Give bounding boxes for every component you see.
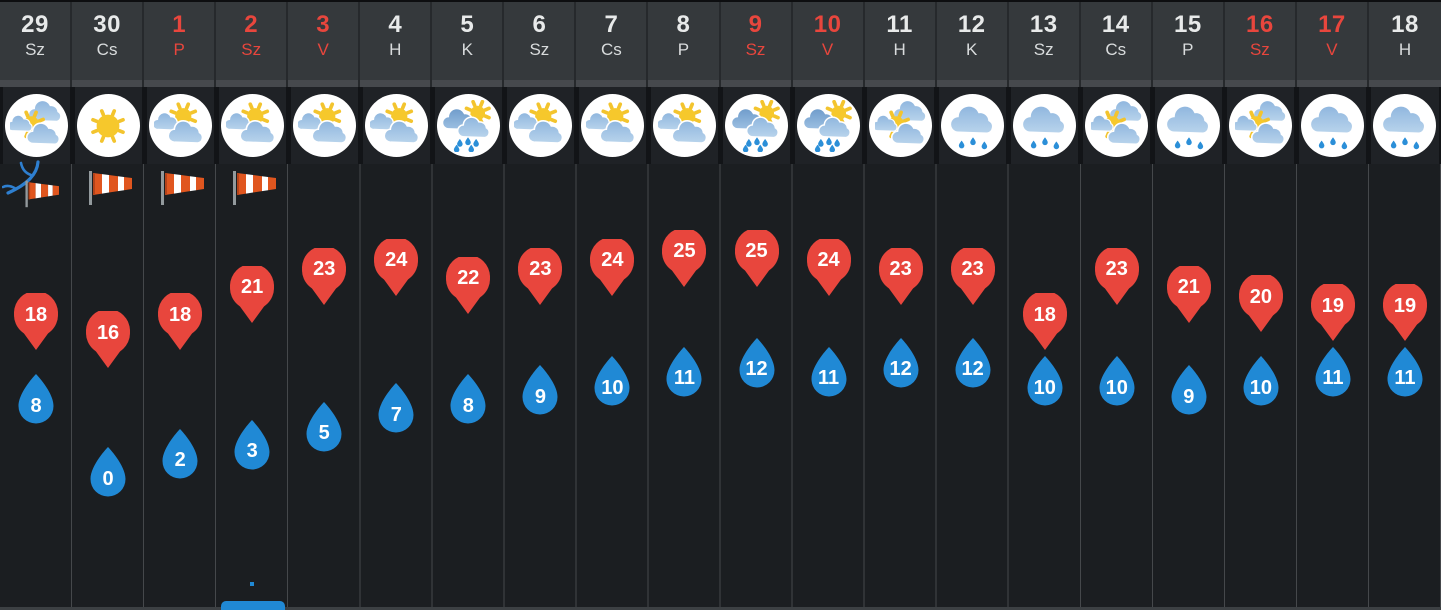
- min-temp-value: 7: [390, 403, 402, 426]
- header-strip: [1009, 80, 1079, 87]
- weather-icon-row: [0, 87, 1441, 164]
- max-temp-pin: [950, 248, 996, 306]
- min-temp-drop: [1023, 355, 1067, 407]
- max-temp-pin: [373, 239, 419, 297]
- min-temp-drop: [374, 382, 418, 434]
- day-abbrev: V: [1326, 40, 1338, 59]
- max-temp-pin: [13, 293, 59, 351]
- day-icon-cell-13[interactable]: [1011, 87, 1078, 164]
- day-abbrev: H: [1398, 40, 1412, 59]
- header-strip: [937, 80, 1007, 87]
- max-temp-pin: [1310, 284, 1356, 342]
- max-temp-pin: [229, 266, 275, 324]
- day-icon-cell-12[interactable]: [939, 87, 1006, 164]
- max-temp-value: 18: [1033, 303, 1056, 326]
- day-number: 18: [1391, 11, 1419, 38]
- day-icon-cell-4[interactable]: [363, 87, 430, 164]
- day-header-15[interactable]: [1153, 2, 1225, 87]
- cloud-rain-icon: [1301, 94, 1364, 157]
- day-icon-cell-8[interactable]: [651, 87, 718, 164]
- day-icon-cell-30[interactable]: [75, 87, 142, 164]
- min-temp-drop: [590, 355, 634, 407]
- day-number: 13: [1029, 11, 1058, 38]
- min-temp-drop: [86, 446, 130, 498]
- day-abbrev: P: [677, 40, 690, 59]
- day-header-row: [0, 2, 1441, 87]
- day-icon-cell-6[interactable]: [507, 87, 574, 164]
- max-temp-value: 23: [1105, 258, 1128, 281]
- max-temp-value: 19: [1321, 294, 1345, 317]
- header-strip: [576, 80, 646, 87]
- min-temp-drop: [735, 337, 779, 389]
- sun-cloud-icon: [221, 94, 284, 157]
- day-number: 12: [957, 11, 986, 38]
- max-temp-pin: [589, 239, 635, 297]
- max-temp-pin: [517, 248, 563, 306]
- day-header-7[interactable]: [576, 2, 648, 87]
- windsock-icon: [20, 176, 65, 215]
- max-temp-value: 18: [169, 303, 192, 326]
- day-icon-cell-17[interactable]: [1299, 87, 1366, 164]
- min-temp-drop: [807, 346, 851, 398]
- day-abbrev: Cs: [601, 40, 622, 59]
- header-strip: [0, 80, 70, 87]
- sun-cloud-icon: [365, 94, 428, 157]
- min-temp-drop: [1167, 364, 1211, 416]
- max-temp-value: 24: [385, 249, 408, 272]
- min-temp-drop: [879, 337, 923, 389]
- min-temp-value: 10: [1105, 376, 1128, 399]
- day-number: 15: [1173, 11, 1202, 38]
- day-header-4[interactable]: [360, 2, 432, 87]
- header-strip: [360, 80, 430, 87]
- min-temp-value: 11: [1322, 367, 1344, 390]
- day-abbrev: H: [389, 40, 402, 59]
- day-header-14[interactable]: [1081, 2, 1153, 87]
- day-icon-cell-7[interactable]: [579, 87, 646, 164]
- day-abbrev: Sz: [25, 40, 45, 59]
- cloud-rain-icon: [941, 94, 1004, 157]
- max-temp-pin: [806, 239, 852, 297]
- sun-cloud-rain-icon: [437, 94, 500, 157]
- cloud-rain-icon: [1373, 94, 1436, 157]
- day-abbrev: Sz: [1249, 40, 1270, 59]
- day-icon-cell-14[interactable]: [1083, 87, 1150, 164]
- header-strip: [1081, 80, 1151, 87]
- day-number: 2: [244, 11, 259, 38]
- day-number: 10: [813, 11, 842, 38]
- min-temp-value: 10: [1033, 376, 1056, 399]
- day-number: 17: [1318, 11, 1346, 38]
- header-strip: [793, 80, 863, 87]
- header-strip: [721, 80, 791, 87]
- min-temp-value: 11: [1394, 367, 1416, 390]
- min-temp-value: 10: [1249, 376, 1272, 399]
- max-temp-pin: [734, 230, 780, 288]
- day-icon-cell-16[interactable]: [1227, 87, 1294, 164]
- min-temp-value: 8: [30, 394, 42, 417]
- min-temp-drop: [951, 337, 995, 389]
- min-temp-drop: [302, 401, 346, 453]
- cloud-rain-icon: [1157, 94, 1220, 157]
- day-icon-cell-1[interactable]: [147, 87, 214, 164]
- sun-between-clouds-icon: [869, 94, 932, 157]
- header-strip: [1369, 80, 1441, 87]
- header-strip: [288, 80, 358, 87]
- header-strip: [1153, 80, 1223, 87]
- max-temp-pin: [1166, 266, 1212, 324]
- max-temp-value: 23: [529, 258, 552, 281]
- temperature-chart: [0, 164, 1441, 610]
- min-temp-value: 9: [534, 385, 546, 408]
- max-temp-value: 23: [313, 258, 336, 281]
- day-header-16[interactable]: [1225, 2, 1297, 87]
- day-abbrev: K: [965, 40, 978, 59]
- max-temp-value: 21: [241, 276, 264, 299]
- day-abbrev: P: [173, 40, 185, 59]
- day-header-2[interactable]: [216, 2, 288, 87]
- sun-cloud-rain-icon: [797, 94, 860, 157]
- header-strip: [72, 80, 142, 87]
- min-temp-value: 5: [318, 422, 330, 444]
- day-header-29[interactable]: [0, 2, 72, 87]
- day-header-9[interactable]: [721, 2, 793, 87]
- min-temp-value: 8: [462, 394, 474, 417]
- min-temp-drop: [518, 364, 562, 416]
- min-temp-drop: [158, 428, 202, 480]
- day-icon-cell-3[interactable]: [291, 87, 358, 164]
- day-abbrev: V: [317, 40, 329, 59]
- day-abbrev: P: [1182, 40, 1194, 59]
- day-number: 4: [388, 11, 403, 38]
- min-temp-value: 0: [102, 467, 114, 490]
- day-number: 9: [748, 11, 763, 38]
- max-temp-value: 23: [889, 258, 912, 281]
- header-strip: [216, 80, 286, 87]
- max-temp-pin: [661, 230, 707, 288]
- day-abbrev: Cs: [96, 40, 118, 59]
- day-abbrev: V: [821, 40, 834, 59]
- min-temp-value: 10: [601, 376, 624, 399]
- max-temp-pin: [1382, 284, 1428, 342]
- min-temp-drop: [446, 373, 490, 425]
- day-number: 8: [676, 11, 691, 38]
- day-icon-cell-10[interactable]: [795, 87, 862, 164]
- min-temp-value: 12: [745, 358, 768, 381]
- min-temp-drop: [14, 373, 58, 425]
- day-number: 29: [21, 11, 49, 38]
- day-icon-cell-2[interactable]: [219, 87, 286, 164]
- sun-cloud-icon: [581, 94, 644, 157]
- min-temp-drop: [1095, 355, 1139, 407]
- sun-cloud-icon: [509, 94, 572, 157]
- day-header-30[interactable]: [72, 2, 144, 87]
- day-abbrev: Sz: [1033, 40, 1054, 59]
- sun-icon: [77, 94, 140, 157]
- max-temp-value: 23: [961, 258, 984, 281]
- max-temp-value: 21: [1177, 276, 1200, 299]
- sun-cloud-icon: [149, 94, 212, 157]
- windsock-icon: [226, 165, 284, 214]
- min-temp-value: 9: [1183, 385, 1195, 408]
- windsock-icon: [82, 165, 140, 214]
- day-abbrev: K: [461, 40, 473, 59]
- min-temp-value: 11: [817, 367, 840, 390]
- day-abbrev: Sz: [529, 40, 550, 59]
- day-number: 3: [316, 11, 331, 38]
- header-strip: [865, 80, 935, 87]
- min-temp-value: 3: [246, 440, 258, 463]
- max-temp-value: 18: [24, 303, 48, 326]
- day-number: 16: [1246, 11, 1274, 38]
- day-number: 30: [93, 11, 121, 38]
- day-icon-cell-9[interactable]: [723, 87, 790, 164]
- min-temp-drop: [662, 346, 706, 398]
- day-abbrev: H: [893, 40, 906, 59]
- day-number: 5: [460, 11, 475, 38]
- selected-day-dot: [250, 582, 254, 586]
- max-temp-value: 20: [1249, 285, 1272, 308]
- day-icon-cell-5[interactable]: [435, 87, 502, 164]
- day-header-8[interactable]: [648, 2, 720, 87]
- min-temp-drop: [1383, 346, 1427, 398]
- day-header-1[interactable]: [144, 2, 216, 87]
- day-number: 6: [532, 11, 547, 38]
- max-temp-value: 25: [745, 240, 768, 262]
- day-header-12[interactable]: [937, 2, 1009, 87]
- header-strip: [648, 80, 718, 87]
- min-temp-drop: [1311, 346, 1355, 398]
- header-strip: [1225, 80, 1295, 87]
- max-temp-pin: [157, 293, 203, 351]
- sun-between-clouds-icon: [1229, 94, 1292, 157]
- day-icon-cell-18[interactable]: [1371, 87, 1438, 164]
- day-header-11[interactable]: [865, 2, 937, 87]
- max-temp-pin: [445, 257, 491, 315]
- day-number: 14: [1101, 11, 1130, 38]
- min-temp-value: 2: [174, 449, 186, 472]
- min-temp-drop: [230, 419, 274, 471]
- header-strip: [1297, 80, 1367, 87]
- day-header-5[interactable]: [432, 2, 504, 87]
- day-icon-cell-29[interactable]: [3, 87, 70, 164]
- max-temp-value: 16: [96, 321, 120, 344]
- max-temp-pin: [878, 248, 924, 306]
- sun-between-clouds-icon: [1085, 94, 1148, 157]
- max-temp-value: 24: [817, 249, 840, 272]
- max-temp-pin: [1022, 293, 1068, 351]
- max-temp-pin: [85, 311, 131, 369]
- max-temp-pin: [301, 248, 347, 306]
- day-number: 7: [604, 11, 619, 38]
- max-temp-pin: [1238, 275, 1284, 333]
- max-temp-value: 25: [673, 240, 696, 262]
- max-temp-value: 22: [457, 267, 480, 290]
- sun-cloud-rain-icon: [725, 94, 788, 157]
- day-header-10[interactable]: [793, 2, 865, 87]
- min-temp-value: 12: [961, 358, 984, 381]
- day-abbrev: Sz: [241, 40, 262, 59]
- day-abbrev: Cs: [1105, 40, 1127, 59]
- day-header-17[interactable]: [1297, 2, 1369, 87]
- min-temp-drop: [1239, 355, 1283, 407]
- header-strip: [144, 80, 214, 87]
- day-header-18[interactable]: [1369, 2, 1441, 87]
- max-temp-value: 19: [1393, 294, 1417, 317]
- windsock-icon: [154, 165, 212, 214]
- sun-between-clouds-icon: [5, 94, 68, 157]
- day-number: 1: [172, 11, 187, 38]
- min-temp-value: 11: [673, 367, 696, 390]
- day-header-13[interactable]: [1009, 2, 1081, 87]
- max-temp-pin: [1094, 248, 1140, 306]
- scrollbar-thumb[interactable]: [221, 601, 285, 610]
- cloud-rain-icon: [1013, 94, 1076, 157]
- sun-cloud-icon: [653, 94, 716, 157]
- min-temp-value: 12: [889, 358, 912, 381]
- day-header-3[interactable]: [288, 2, 360, 87]
- sun-cloud-icon: [293, 94, 356, 157]
- max-temp-value: 24: [601, 249, 624, 272]
- day-header-6[interactable]: [504, 2, 576, 87]
- day-icon-cell-11[interactable]: [867, 87, 934, 164]
- header-strip: [504, 80, 574, 87]
- day-number: 11: [886, 11, 913, 38]
- day-icon-cell-15[interactable]: [1155, 87, 1222, 164]
- day-abbrev: Sz: [745, 40, 766, 59]
- header-strip: [432, 80, 502, 87]
